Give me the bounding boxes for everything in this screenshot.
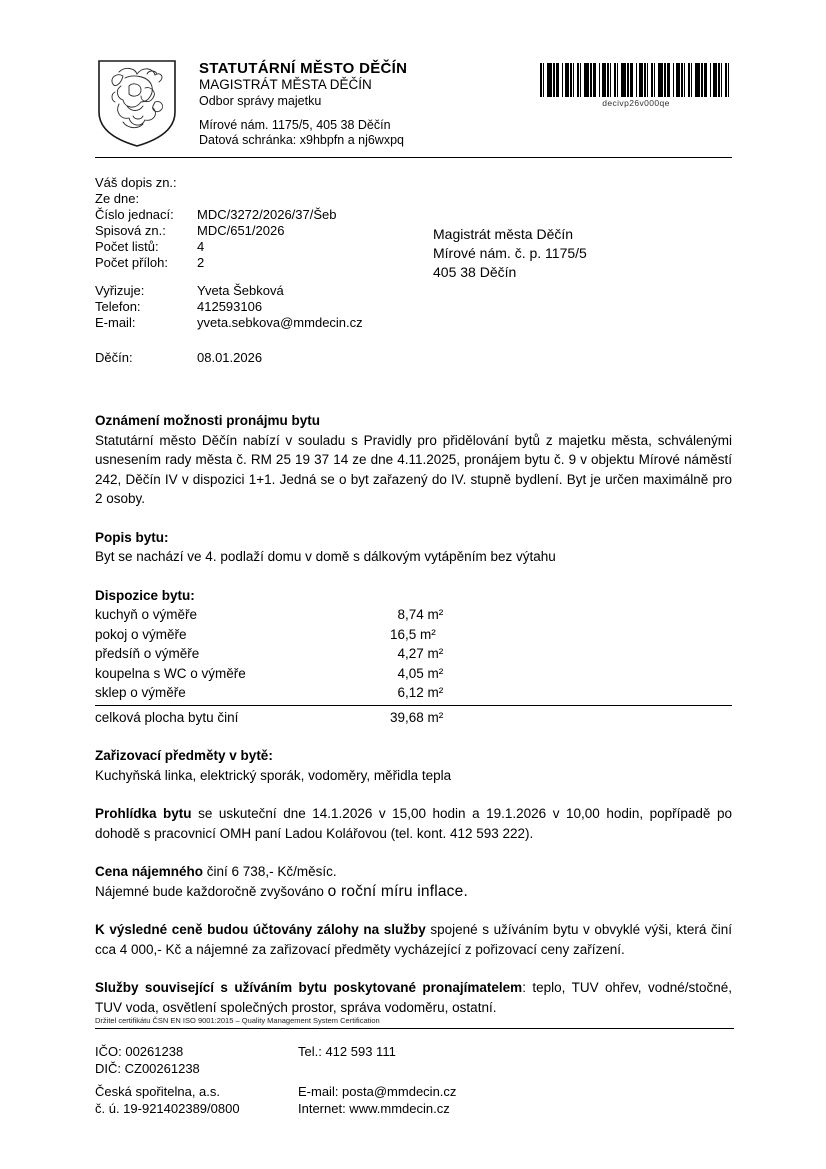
- section-heading: Dispozice bytu:: [95, 587, 195, 603]
- area-value: 16: [389, 626, 405, 642]
- meta-value: yveta.sebkova@mmdecin.cz: [197, 315, 363, 330]
- total-label: celková plocha bytu činí: [95, 709, 239, 725]
- section-zalohy: [95, 920, 732, 959]
- footer-bank-name: Česká spořitelna, a.s.: [95, 1084, 221, 1099]
- area-value: 8: [397, 607, 405, 622]
- footer-internet: Internet: www.mmdecin.cz: [298, 1101, 450, 1116]
- footer-dic: DIČ: CZ00261238: [95, 1061, 200, 1076]
- meta-row-vyrizuje: [95, 283, 433, 299]
- meta-row-pocet-listu: [95, 239, 433, 255]
- cena-line2: [95, 882, 732, 902]
- meta-row-vas-dopis: [95, 175, 433, 191]
- meta-label: Děčín:: [95, 350, 133, 365]
- section-sluzby: [95, 978, 732, 1017]
- recipient-line: Mírové nám. č. p. 1175/5: [433, 245, 587, 261]
- meta-value: MDC/3272/2026/37/Šeb: [197, 207, 337, 222]
- cena-rest: činí 6 738,- Kč/měsíc.: [203, 864, 337, 879]
- dispozice-row: [95, 683, 732, 703]
- footer-right-column: [298, 1043, 456, 1117]
- area-unit: ,5 m²: [405, 626, 436, 642]
- section-cena: [95, 862, 732, 901]
- barcode-image: [540, 63, 730, 97]
- dispozice-total-row: [95, 705, 732, 728]
- section-dispozice-bytu: [95, 586, 732, 728]
- footer-columns: [95, 1043, 734, 1117]
- area-unit: ,05 m²: [405, 665, 444, 681]
- section-text: Byt se nachází ve 4. podlaží domu v domě s dálkovým vytápěním bez výtahu: [95, 549, 556, 564]
- meta-value: 412593106: [197, 299, 263, 314]
- meta-value: 2: [197, 255, 205, 270]
- letterhead: [95, 58, 732, 150]
- meta-label: Počet příloh:: [95, 255, 168, 270]
- meta-row-spisova-zn: [95, 223, 433, 239]
- org-subtitle: MAGISTRÁT MĚSTA DĚČÍN: [199, 77, 372, 92]
- section-text: Kuchyňská linka, elektrický sporák, vodoměry, měřidla tepla: [95, 767, 452, 783]
- section-heading: Zařizovací předměty v bytě:: [95, 748, 273, 763]
- org-databox: Datová schránka: x9hbpfn a nj6wxpq: [199, 133, 404, 147]
- meta-value: Yveta Šebková: [197, 283, 284, 298]
- footer-email: E-mail: posta@mmdecin.cz: [298, 1084, 457, 1099]
- cena-lead: Cena nájemného: [95, 864, 204, 879]
- meta-label: Telefon:: [95, 299, 141, 314]
- meta-label: E-mail:: [95, 315, 136, 330]
- room-label: pokoj o výměře: [95, 626, 187, 642]
- section-text: Statutární město Děčín nabízí v souladu s Pravidly pro přidělování bytů z majetku města, schválenými usnesením rady města č. RM 25 19 37 14 ze dne 4.11.2025, pronájem bytu č. 9 v objektu Mírové náměstí 242, Děčín IV v dispozici 1+1. Jedná se o byt zařazený do IV. stupně bydlení. Byt je určen maximálně pro 2 osoby.: [95, 432, 732, 506]
- department-name: Odbor správy majetku: [199, 94, 322, 108]
- room-label: předsíň o výměře: [95, 646, 200, 661]
- footer-ico: IČO: 00261238: [95, 1044, 184, 1059]
- certification-note: Držitel certifikátu ČSN EN ISO 9001:2015 – Quality Management System Certification: [95, 1016, 734, 1029]
- area-unit: ,74 m²: [405, 607, 444, 622]
- room-label: sklep o výměře: [95, 685, 186, 700]
- letter-body: [95, 411, 732, 1017]
- header-divider: [95, 157, 732, 158]
- prohlidka-lead: Prohlídka bytu: [95, 806, 192, 821]
- footer-left-column: [95, 1043, 298, 1117]
- meta-label: Spisová zn.:: [95, 223, 166, 238]
- meta-row-cislo-jednaci: [95, 207, 433, 223]
- letter-footer: [95, 1016, 734, 1117]
- meta-table: [95, 175, 433, 366]
- decin-coat-of-arms-logo: [95, 58, 179, 150]
- zalohy-rest: spojené s užíváním bytu v obvyklé výši, která činí cca 4 000,- Kč a nájemné za zařizovací předměty vycházející z pořizovací ceny zařízení.: [95, 922, 732, 957]
- letterhead-text: [199, 58, 540, 150]
- barcode-block: [540, 63, 732, 150]
- meta-row-ze-dne: [95, 191, 433, 207]
- meta-row-telefon: [95, 299, 433, 315]
- meta-label: Ze dne:: [95, 191, 140, 206]
- area-value: 6: [397, 685, 405, 700]
- footer-bank-account: č. ú. 19-921402389/0800: [95, 1101, 240, 1116]
- section-prohlidka: [95, 804, 732, 843]
- org-address: Mírové nám. 1175/5, 405 38 Děčín: [199, 118, 391, 132]
- dispozice-row: [95, 644, 732, 664]
- meta-row-pocet-priloh: [95, 255, 433, 271]
- meta-label: Číslo jednací:: [95, 207, 174, 222]
- dispozice-row: [95, 605, 732, 625]
- meta-row-date: [95, 350, 433, 366]
- dispozice-row: [95, 664, 732, 684]
- cena-line2-start: Nájemné bude každoročně zvyšováno: [95, 883, 328, 899]
- meta-row-email: [95, 315, 433, 331]
- zalohy-lead: K výsledné ceně budou účtovány zálohy na služby: [95, 922, 426, 937]
- meta-label: Váš dopis zn.:: [95, 175, 177, 190]
- total-area-value: 39: [389, 709, 405, 725]
- footer-spacer: [298, 1060, 456, 1077]
- meta-section: [95, 175, 732, 366]
- sluzby-rest: : teplo, TUV ohřev, vodné/stočné, TUV voda, osvětlení společných prostor, správa vodoměru, ostatní.: [95, 980, 732, 1015]
- room-label: kuchyň o výměře: [95, 607, 198, 622]
- section-heading: Oznámení možnosti pronájmu bytu: [95, 413, 321, 428]
- sluzby-lead: Služby související s užíváním bytu poskytované pronajímatelem: [95, 980, 523, 995]
- prohlidka-rest: se uskuteční dne 14.1.2026 v 15,00 hodin a 19.1.2026 v 10,00 hodin, popřípadě po dohodě s pracovnicí OMH paní Ladou Kolářovou (tel. kont. 412 593 222).: [95, 806, 733, 841]
- section-zarizovaci-predmety: [95, 746, 732, 785]
- recipient-line: 405 38 Děčín: [433, 264, 517, 280]
- cena-line1: [95, 862, 732, 882]
- footer-tel: Tel.: 412 593 111: [298, 1044, 396, 1059]
- meta-value: 08.01.2026: [197, 350, 263, 365]
- area-unit: ,27 m²: [405, 646, 444, 661]
- meta-label: Vyřizuje:: [95, 283, 145, 298]
- area-value: 4: [397, 646, 405, 661]
- meta-value: MDC/651/2026: [197, 223, 285, 238]
- cena-inflace-emphasis: o roční míru inflace.: [327, 882, 468, 900]
- barcode-label: decivp26v000qe: [602, 98, 670, 108]
- recipient-line: Magistrát města Děčín: [433, 226, 574, 242]
- recipient-address: [433, 175, 587, 366]
- section-announcement: [95, 411, 732, 509]
- area-value: 4: [397, 665, 405, 681]
- meta-label: Počet listů:: [95, 239, 159, 254]
- room-label: koupelna s WC o výměře: [95, 665, 246, 681]
- area-unit: ,12 m²: [405, 685, 444, 700]
- total-area-unit: ,68 m²: [405, 709, 444, 725]
- dispozice-row: [95, 625, 732, 645]
- section-popis-bytu: [95, 528, 732, 567]
- org-name: STATUTÁRNÍ MĚSTO DĚČÍN: [199, 60, 408, 77]
- meta-value: 4: [197, 239, 205, 254]
- section-heading: Popis bytu:: [95, 529, 169, 545]
